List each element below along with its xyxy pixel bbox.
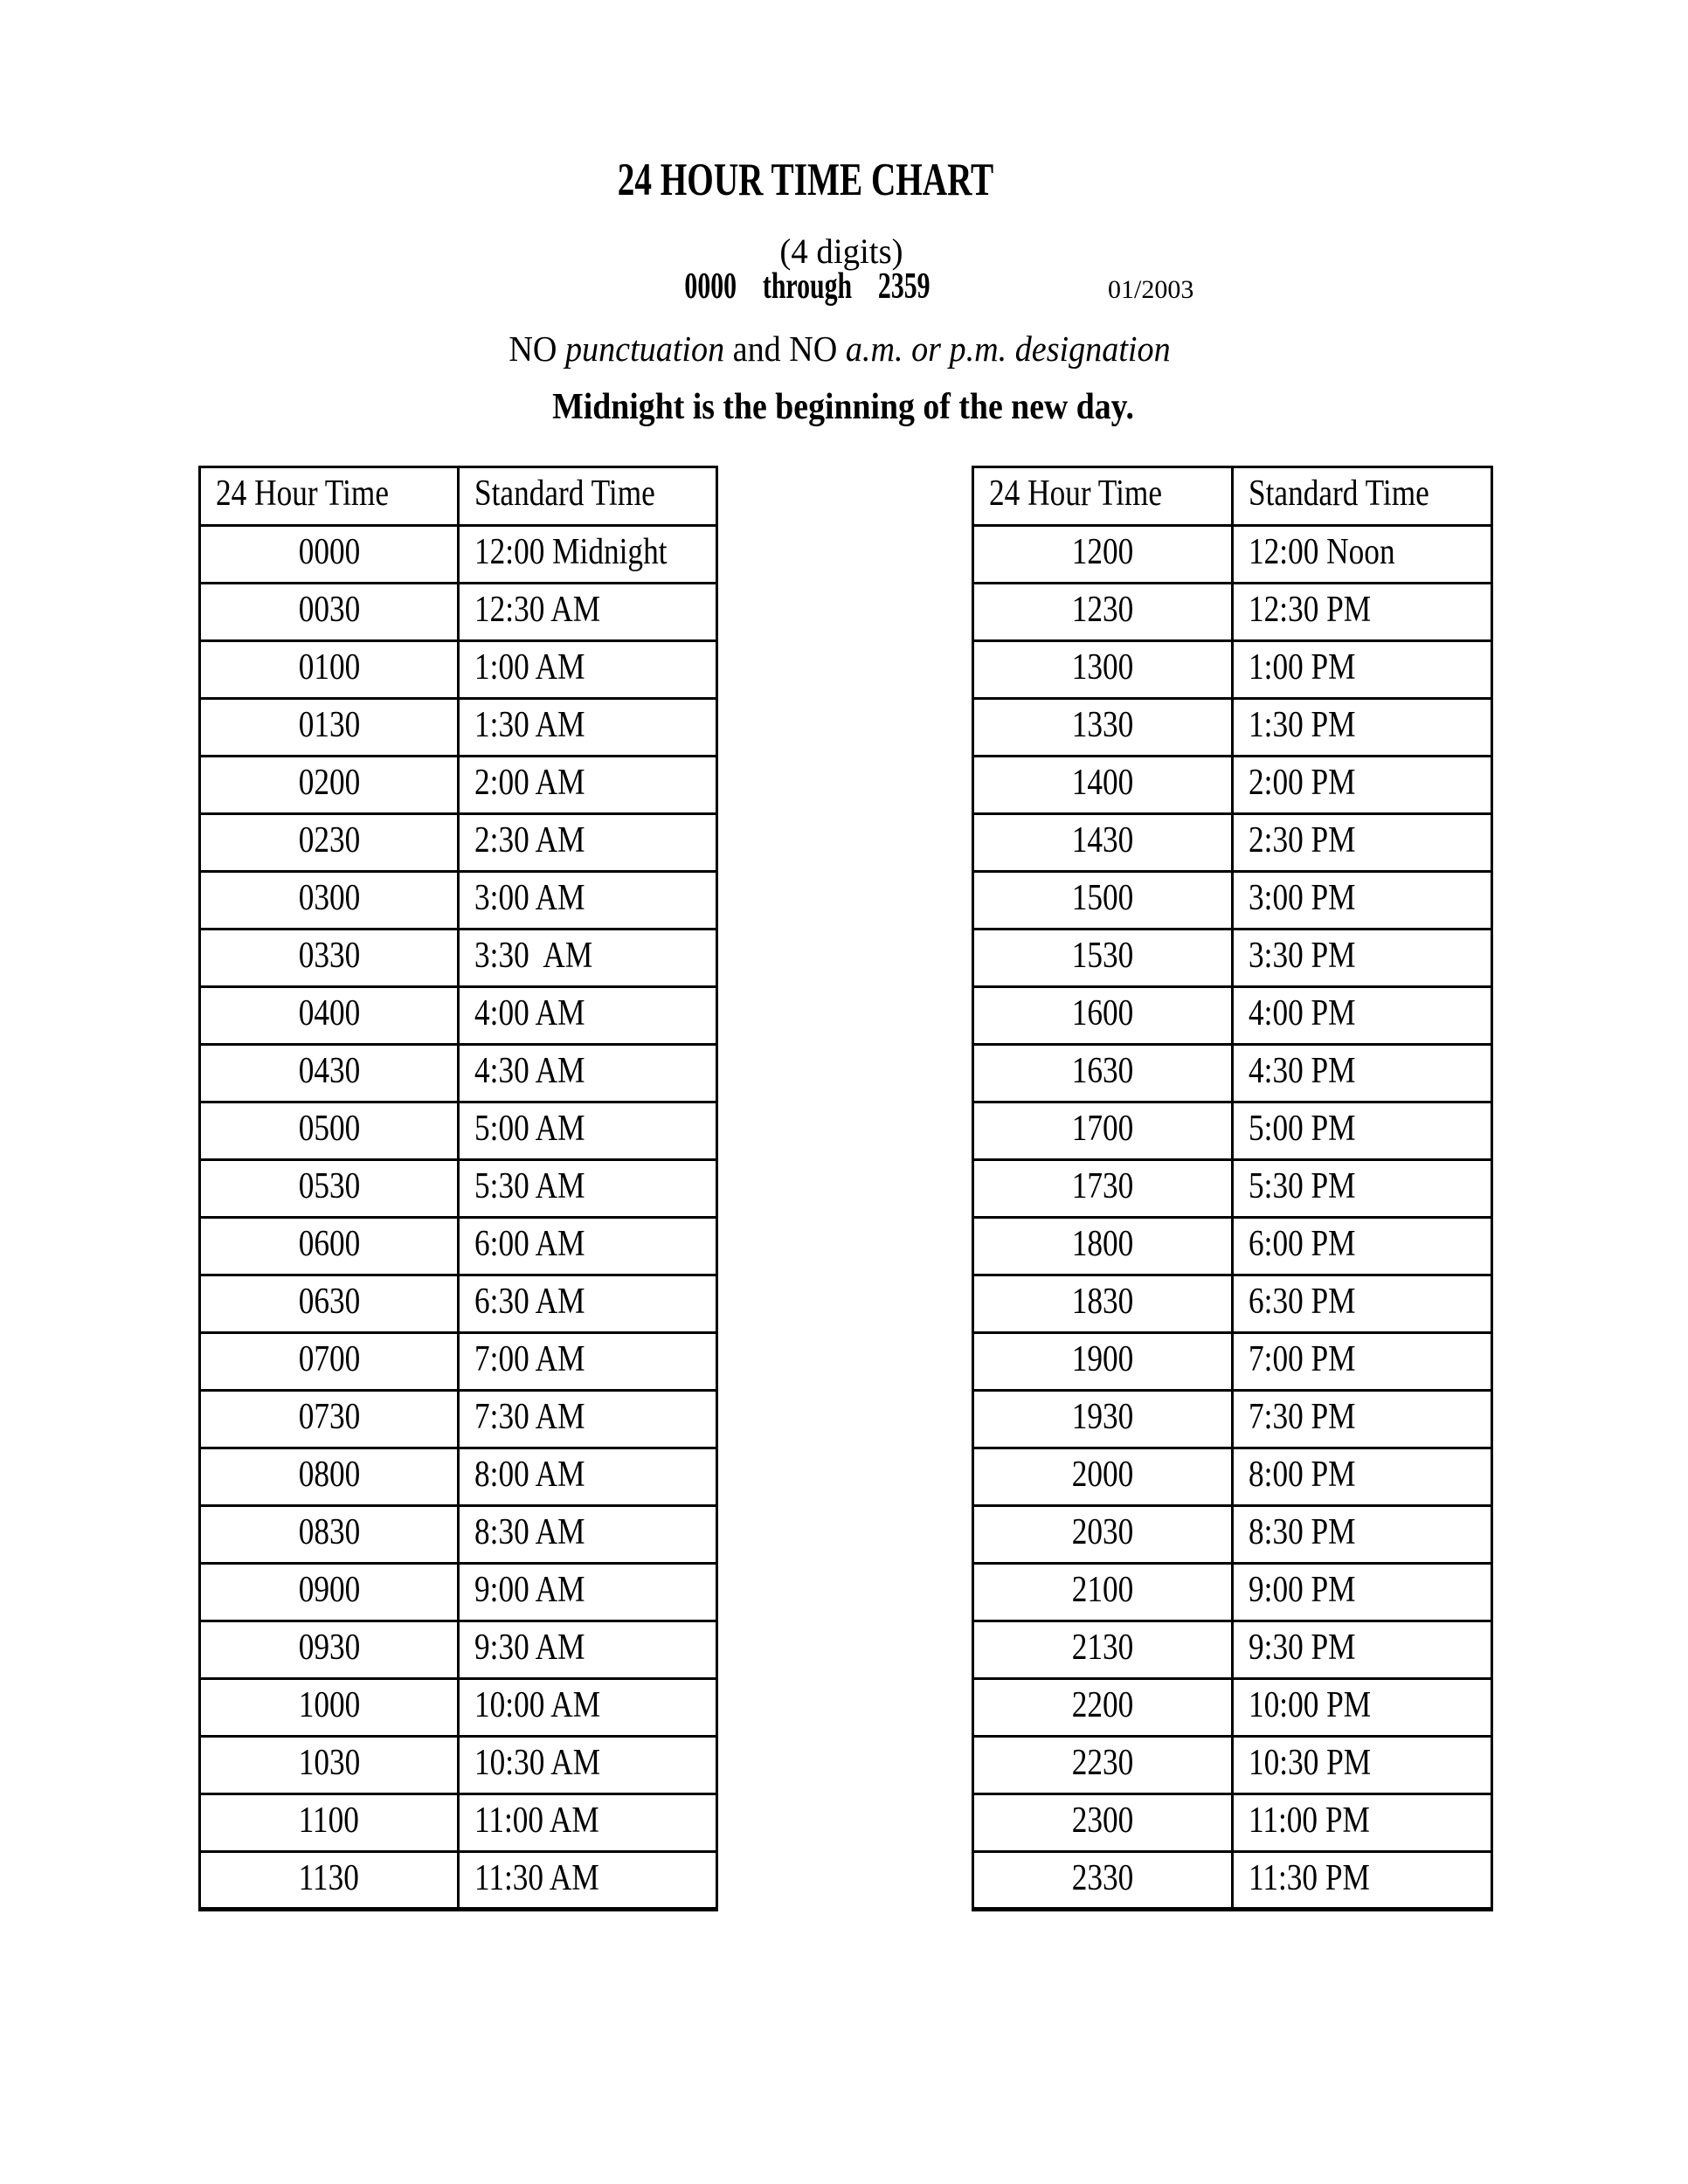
table-row <box>200 1448 717 1506</box>
hour-cell <box>973 1391 1233 1448</box>
page-title: 24 HOUR TIME CHART <box>617 155 994 205</box>
standard-cell <box>459 1333 717 1391</box>
standard-cell <box>459 814 717 872</box>
hour-cell <box>973 1621 1233 1679</box>
hour-value: 0330 <box>298 936 360 976</box>
hour-value: 1530 <box>1071 936 1134 976</box>
table-row <box>973 699 1492 757</box>
standard-cell <box>459 1102 717 1160</box>
hour-value: 0000 <box>298 532 360 572</box>
hour-cell <box>200 1045 459 1102</box>
hour-value: 1300 <box>1071 647 1134 688</box>
standard-cell <box>459 1852 717 1910</box>
standard-value: 12:30 AM <box>474 590 601 630</box>
standard-value: 8:30 AM <box>474 1512 585 1552</box>
punctuation-rule <box>508 328 1170 370</box>
standard-value: 7:00 AM <box>474 1339 585 1379</box>
standard-value: 5:30 PM <box>1249 1166 1356 1206</box>
table-row <box>200 641 717 699</box>
table-row <box>200 1391 717 1448</box>
table-row <box>973 1160 1492 1218</box>
standard-cell <box>1233 1218 1492 1275</box>
range-through-word: through <box>762 266 853 307</box>
standard-value: 4:00 AM <box>474 993 585 1033</box>
standard-cell <box>1233 584 1492 641</box>
standard-cell <box>1233 1333 1492 1391</box>
standard-value: 9:30 AM <box>474 1628 585 1668</box>
hour-value: 1730 <box>1071 1166 1134 1206</box>
standard-value: 7:30 AM <box>474 1397 585 1437</box>
standard-cell <box>459 872 717 930</box>
table-row <box>200 757 717 814</box>
hour-value: 0730 <box>298 1397 360 1437</box>
table-pm-body <box>973 526 1492 1910</box>
table-row <box>973 1621 1492 1679</box>
rule-punctuation-word: punctuation <box>564 328 725 369</box>
standard-value: 3:00 AM <box>474 878 585 918</box>
standard-cell <box>1233 930 1492 987</box>
rule-and-word: and <box>732 328 781 369</box>
hour-cell <box>200 1794 459 1852</box>
table-am-header <box>200 467 717 526</box>
standard-cell <box>459 699 717 757</box>
hour-cell <box>973 1564 1233 1621</box>
table-row <box>973 1333 1492 1391</box>
standard-cell <box>459 1564 717 1621</box>
hour-value: 1100 <box>298 1800 360 1841</box>
hour-value: 1430 <box>1071 820 1134 860</box>
hour-cell <box>200 1218 459 1275</box>
standard-value: 4:00 PM <box>1249 993 1356 1033</box>
hour-cell <box>200 1333 459 1391</box>
standard-value: 10:30 PM <box>1249 1743 1372 1783</box>
standard-cell <box>1233 1679 1492 1737</box>
standard-cell <box>1233 872 1492 930</box>
hour-value: 0230 <box>298 820 360 860</box>
hour-cell <box>973 584 1233 641</box>
standard-value: 2:30 AM <box>474 820 585 860</box>
standard-value: 10:30 AM <box>474 1743 601 1783</box>
hour-value: 2130 <box>1071 1628 1134 1668</box>
hour-value: 2200 <box>1071 1685 1134 1725</box>
hour-value: 2100 <box>1071 1570 1134 1610</box>
table-row <box>973 1737 1492 1794</box>
standard-cell <box>459 641 717 699</box>
standard-cell <box>1233 814 1492 872</box>
standard-cell <box>459 757 717 814</box>
standard-value: 12:00 Noon <box>1249 532 1395 572</box>
table-row <box>200 1794 717 1852</box>
hour-cell <box>973 1448 1233 1506</box>
table-row <box>200 930 717 987</box>
midnight-note: Midnight is the beginning of the new day. <box>552 387 1134 427</box>
standard-value: 1:30 AM <box>474 705 585 745</box>
standard-value: 12:30 PM <box>1249 590 1372 630</box>
table-row <box>973 1794 1492 1852</box>
standard-value: 12:00 Midnight <box>474 532 668 572</box>
standard-value: 6:30 AM <box>474 1282 585 1322</box>
hour-value: 1800 <box>1071 1224 1134 1264</box>
table-row <box>200 1160 717 1218</box>
table-row <box>973 757 1492 814</box>
hour-cell <box>200 526 459 584</box>
hour-cell <box>200 757 459 814</box>
standard-cell <box>459 987 717 1045</box>
hour-cell <box>200 1506 459 1564</box>
time-table-am <box>198 466 718 1911</box>
standard-value: 2:00 AM <box>474 763 585 803</box>
hour-cell <box>973 1737 1233 1794</box>
table-am-body <box>200 526 717 1910</box>
hour-cell <box>973 930 1233 987</box>
hour-value: 0130 <box>298 705 360 745</box>
hour-value: 2230 <box>1071 1743 1134 1783</box>
table-row <box>200 1333 717 1391</box>
table-row <box>200 1275 717 1333</box>
standard-cell <box>459 1448 717 1506</box>
table-row <box>200 1621 717 1679</box>
hour-cell <box>200 1448 459 1506</box>
standard-cell <box>459 1045 717 1102</box>
hour-value: 1500 <box>1071 878 1134 918</box>
standard-value: 7:30 PM <box>1249 1397 1356 1437</box>
hour-cell <box>200 1621 459 1679</box>
standard-value: 2:30 PM <box>1249 820 1356 860</box>
standard-value: 3:30 AM <box>474 936 593 976</box>
standard-value: 9:30 PM <box>1249 1628 1356 1668</box>
hour-cell <box>200 584 459 641</box>
table-row <box>973 1852 1492 1910</box>
hour-value: 0930 <box>298 1628 360 1668</box>
standard-value: 1:30 PM <box>1249 705 1356 745</box>
hour-cell <box>973 872 1233 930</box>
table-row <box>973 1506 1492 1564</box>
table-row <box>200 1737 717 1794</box>
rule-ampm-phrase: a.m. or p.m. designation <box>845 328 1171 369</box>
standard-cell <box>459 1679 717 1737</box>
hour-value: 1230 <box>1071 590 1134 630</box>
hour-value: 1330 <box>1071 705 1134 745</box>
standard-value: 8:30 PM <box>1249 1512 1356 1552</box>
table-row <box>200 1506 717 1564</box>
hour-column-header: 24 Hour Time <box>973 467 1233 526</box>
hour-column-header: 24 Hour Time <box>200 467 459 526</box>
table-row <box>973 1102 1492 1160</box>
standard-value: 11:00 AM <box>474 1800 599 1841</box>
hour-value: 1900 <box>1071 1339 1134 1379</box>
hour-value: 0700 <box>298 1339 360 1379</box>
hour-cell <box>200 930 459 987</box>
hour-value: 1200 <box>1071 532 1134 572</box>
standard-value: 5:00 PM <box>1249 1109 1356 1149</box>
hour-cell <box>200 1679 459 1737</box>
subtitle-digits: (4 digits) <box>779 232 903 271</box>
hour-value: 0800 <box>298 1455 360 1495</box>
hour-cell <box>200 814 459 872</box>
standard-cell <box>1233 641 1492 699</box>
hour-value: 0500 <box>298 1109 360 1149</box>
hour-cell <box>973 1506 1233 1564</box>
standard-cell <box>459 1275 717 1333</box>
hour-value: 1600 <box>1071 993 1134 1033</box>
standard-cell <box>1233 1621 1492 1679</box>
hour-value: 1830 <box>1071 1282 1134 1322</box>
hour-cell <box>973 1679 1233 1737</box>
hour-cell <box>973 526 1233 584</box>
hour-cell <box>973 1045 1233 1102</box>
hour-value: 2000 <box>1071 1455 1134 1495</box>
hour-value: 0900 <box>298 1570 360 1610</box>
standard-value: 10:00 PM <box>1249 1685 1372 1725</box>
standard-cell <box>459 930 717 987</box>
table-row <box>200 526 717 584</box>
hour-cell <box>200 1564 459 1621</box>
table-row <box>973 872 1492 930</box>
table-row <box>200 1852 717 1910</box>
standard-value: 9:00 AM <box>474 1570 585 1610</box>
standard-value: 11:30 AM <box>474 1858 599 1898</box>
hour-value: 1400 <box>1071 763 1134 803</box>
header-row <box>200 467 717 526</box>
standard-value: 11:00 PM <box>1249 1800 1370 1841</box>
hour-value: 0630 <box>298 1282 360 1322</box>
hour-value: 0600 <box>298 1224 360 1264</box>
table-row <box>200 872 717 930</box>
hour-value: 0200 <box>298 763 360 803</box>
hour-cell <box>973 1333 1233 1391</box>
standard-value: 11:30 PM <box>1249 1858 1370 1898</box>
standard-value: 6:00 AM <box>474 1224 585 1264</box>
hour-cell <box>200 1275 459 1333</box>
hour-value: 0400 <box>298 993 360 1033</box>
hour-value: 2300 <box>1071 1800 1134 1841</box>
standard-cell <box>1233 987 1492 1045</box>
standard-cell <box>459 526 717 584</box>
table-pm-header <box>973 467 1492 526</box>
range-to: 2359 <box>877 266 930 307</box>
table-row <box>973 814 1492 872</box>
hour-cell <box>973 1852 1233 1910</box>
hour-value: 0100 <box>298 647 360 688</box>
hour-value: 2030 <box>1071 1512 1134 1552</box>
table-row <box>973 1391 1492 1448</box>
header-row <box>973 467 1492 526</box>
standard-value: 8:00 AM <box>474 1455 585 1495</box>
table-row <box>973 1564 1492 1621</box>
hour-cell <box>200 641 459 699</box>
standard-value: 1:00 PM <box>1249 647 1356 688</box>
table-row <box>973 584 1492 641</box>
hour-value: 0430 <box>298 1051 360 1091</box>
hour-value: 1930 <box>1071 1397 1134 1437</box>
standard-cell <box>1233 1275 1492 1333</box>
standard-value: 8:00 PM <box>1249 1455 1356 1495</box>
standard-cell <box>459 1160 717 1218</box>
hour-cell <box>200 872 459 930</box>
standard-cell <box>459 1794 717 1852</box>
standard-value: 4:30 PM <box>1249 1051 1356 1091</box>
hour-cell <box>200 1102 459 1160</box>
table-row <box>973 987 1492 1045</box>
standard-value: 7:00 PM <box>1249 1339 1356 1379</box>
rule-no-1: NO <box>508 328 557 369</box>
standard-cell <box>459 584 717 641</box>
hour-value: 2330 <box>1071 1858 1134 1898</box>
standard-column-header: Standard Time <box>459 467 717 526</box>
table-row <box>200 699 717 757</box>
table-row <box>200 1102 717 1160</box>
standard-value: 4:30 AM <box>474 1051 585 1091</box>
standard-cell <box>1233 1852 1492 1910</box>
hour-cell <box>200 699 459 757</box>
table-row <box>973 930 1492 987</box>
table-row <box>200 584 717 641</box>
table-row <box>200 1218 717 1275</box>
standard-value: 6:30 PM <box>1249 1282 1356 1322</box>
hour-cell <box>973 1160 1233 1218</box>
standard-cell <box>1233 526 1492 584</box>
hour-value: 1130 <box>298 1858 360 1898</box>
standard-value: 3:00 PM <box>1249 878 1356 918</box>
standard-cell <box>459 1737 717 1794</box>
hour-cell <box>200 1737 459 1794</box>
hour-cell <box>200 1160 459 1218</box>
standard-value: 3:30 PM <box>1249 936 1356 976</box>
rule-no-2: NO <box>789 328 838 369</box>
standard-cell <box>1233 1391 1492 1448</box>
standard-value: 5:00 AM <box>474 1109 585 1149</box>
hour-cell <box>973 1275 1233 1333</box>
hour-cell <box>973 1102 1233 1160</box>
hour-cell <box>200 987 459 1045</box>
revision-date: 01/2003 <box>1108 275 1194 304</box>
standard-cell <box>1233 1564 1492 1621</box>
table-row <box>200 1045 717 1102</box>
hour-value: 0030 <box>298 590 360 630</box>
standard-cell <box>1233 757 1492 814</box>
standard-value: 10:00 AM <box>474 1685 601 1725</box>
table-row <box>200 987 717 1045</box>
hour-value: 1030 <box>298 1743 360 1783</box>
standard-cell <box>459 1391 717 1448</box>
hour-cell <box>973 641 1233 699</box>
table-row <box>973 1275 1492 1333</box>
standard-cell <box>459 1218 717 1275</box>
table-row <box>973 1448 1492 1506</box>
time-table-pm <box>972 466 1493 1911</box>
standard-value: 2:00 PM <box>1249 763 1356 803</box>
standard-cell <box>1233 1160 1492 1218</box>
hour-value: 0830 <box>298 1512 360 1552</box>
standard-cell <box>1233 1737 1492 1794</box>
hour-cell <box>973 987 1233 1045</box>
hour-value: 1630 <box>1071 1051 1134 1091</box>
table-row <box>200 1679 717 1737</box>
standard-cell <box>1233 1448 1492 1506</box>
hour-cell <box>973 814 1233 872</box>
standard-cell <box>1233 1794 1492 1852</box>
standard-cell <box>1233 1506 1492 1564</box>
standard-cell <box>1233 699 1492 757</box>
hour-cell <box>973 1794 1233 1852</box>
hour-value: 0530 <box>298 1166 360 1206</box>
hour-cell <box>200 1391 459 1448</box>
standard-cell <box>459 1506 717 1564</box>
standard-value: 5:30 AM <box>474 1166 585 1206</box>
standard-cell <box>1233 1102 1492 1160</box>
standard-cell <box>1233 1045 1492 1102</box>
hour-value: 1000 <box>298 1685 360 1725</box>
standard-value: 6:00 PM <box>1249 1224 1356 1264</box>
table-row <box>973 526 1492 584</box>
standard-value: 1:00 AM <box>474 647 585 688</box>
table-row <box>973 1679 1492 1737</box>
table-row <box>973 641 1492 699</box>
hour-cell <box>973 699 1233 757</box>
hour-cell <box>973 757 1233 814</box>
range-from: 0000 <box>684 266 737 307</box>
table-row <box>200 1564 717 1621</box>
range-line <box>684 266 930 308</box>
table-row <box>200 814 717 872</box>
table-row <box>973 1218 1492 1275</box>
standard-value: 9:00 PM <box>1249 1570 1356 1610</box>
standard-cell <box>459 1621 717 1679</box>
standard-column-header: Standard Time <box>1233 467 1492 526</box>
hour-cell <box>200 1852 459 1910</box>
table-row <box>973 1045 1492 1102</box>
hour-value: 0300 <box>298 878 360 918</box>
hour-value: 1700 <box>1071 1109 1134 1149</box>
hour-cell <box>973 1218 1233 1275</box>
